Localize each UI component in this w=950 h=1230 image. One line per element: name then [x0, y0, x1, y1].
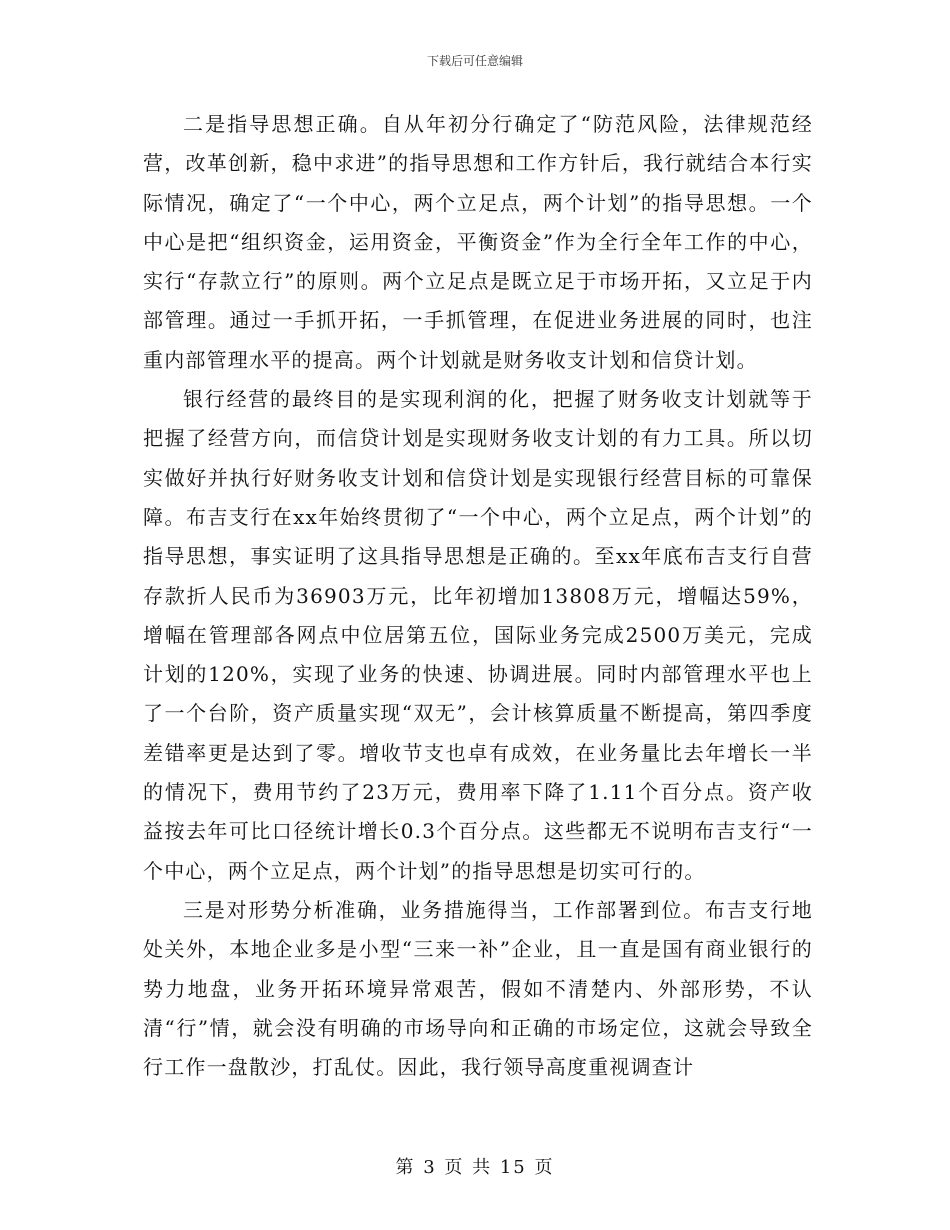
- document-body: [143, 105, 813, 1087]
- paragraph-guiding-ideology: 二是指导思想正确。自从年初分行确定了“防范风险，法律规范经营，改革创新，稳中求进”的指导思想和工作方针后，我行就结合本行实际情况，确定了“一个中心，两个立足点，两个计划”的指导思想。一个中心是把“组织资金，运用资金，平衡资金”作为全行全年工作的中心，实行“存款立行”的原则。两个立足点是既立足于市场开拓，又立足于内部管理。通过一手抓开拓，一手抓管理，在促进业务进展的同时，也注重内部管理水平的提高。两个计划就是财务收支计划和信贷计划。: [143, 112, 813, 372]
- page-number: 第 3 页 共 15 页: [395, 1157, 555, 1178]
- paragraph-bank-operation: 银行经营的最终目的是实现利润的化，把握了财务收支计划就等于把握了经营方向，而信贷计划是实现财务收支计划的有力工具。所以切实做好并执行好财务收支计划和信贷计划是实现银行经营目标的可靠保障。布吉支行在xx年始终贯彻了“一个中心，两个立足点，两个计划”的指导思想，事实证明了这具指导思想是正确的。至xx年底布吉支行自营存款折人民币为36903万元，比年初增加13808万元，增幅达59%，增幅在管理部各网点中位居第五位，国际业务完成2500万美元，完成计划的120%，实现了业务的快速、协调进展。同时内部管理水平也上了一个台阶，资产质量实现“双无”，会计核算质量不断提高，第四季度差错率更是达到了零。增收节支也卓有成效，在业务量比去年增长一半的情况下，费用节约了23万元，费用率下降了1.11个百分点。资产收益按去年可比口径统计增长0.3个百分点。这些都无不说明布吉支行“一个中心，两个立足点，两个计划”的指导思想是切实可行的。: [143, 387, 813, 883]
- paragraph-situation-analysis: 三是对形势分析准确，业务措施得当，工作部署到位。布吉支行地处关外，本地企业多是小型“三来一补”企业，且一直是国有商业银行的势力地盘，业务开拓环境异常艰苦，假如不清楚内、外部形势，不认清“行”情，就会没有明确的市场导向和正确的市场定位，这就会导致全行工作一盘散沙，打乱仗。因此，我行领导高度重视调查计: [143, 897, 813, 1080]
- page-header-note: 下载后可任意编辑: [426, 54, 523, 68]
